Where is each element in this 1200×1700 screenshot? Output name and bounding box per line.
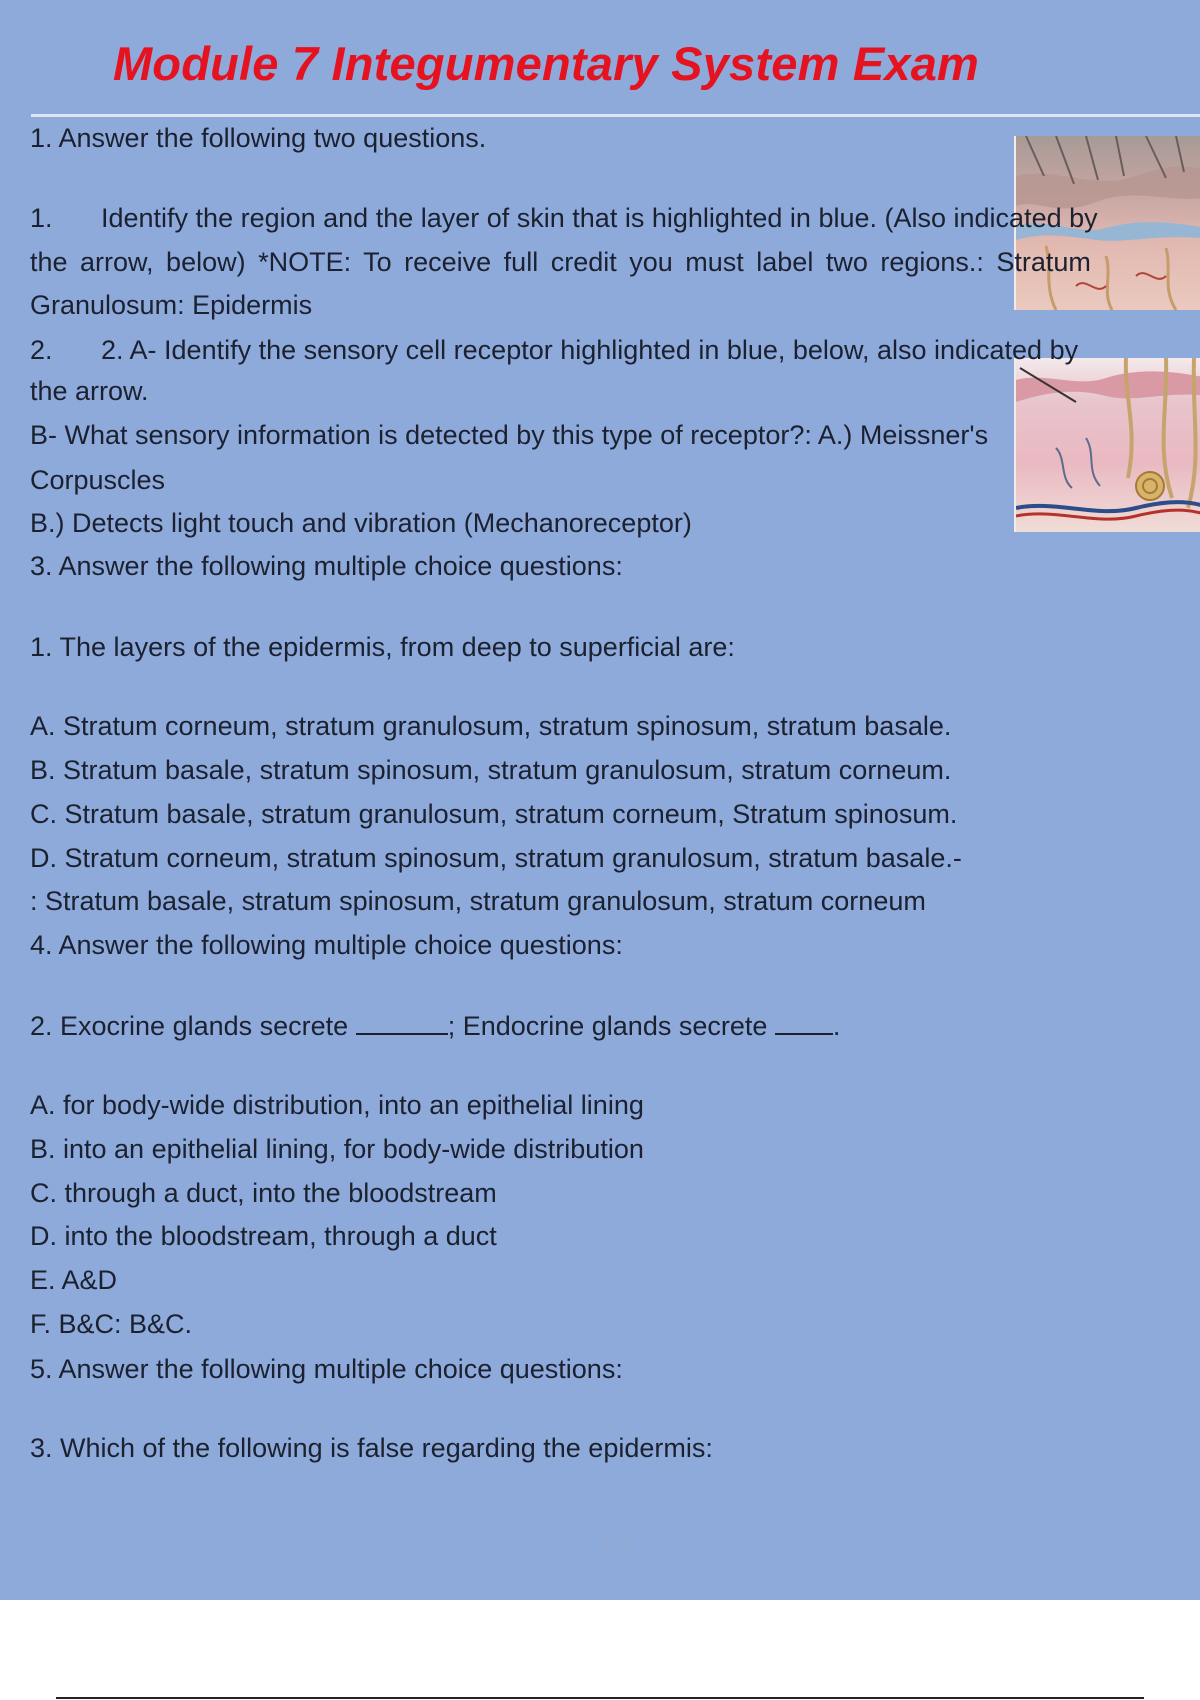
- question-text: .: [832, 1011, 841, 1041]
- answer-blank: [356, 1013, 448, 1035]
- option-a: A. for body-wide distribution, into an epithelial lining: [30, 1090, 644, 1120]
- section5-heading: 5. Answer the following multiple choice questions:: [30, 1354, 623, 1384]
- title-divider: [31, 114, 1200, 117]
- question-1-line-2: [30, 245, 1200, 279]
- question-2-part-b: B- What sensory information is detected by this type of receptor?: A.) Meissner's: [30, 420, 989, 450]
- question-text: ; Endocrine glands secrete: [447, 1011, 775, 1041]
- option-f: F. B&C: B&C.: [30, 1309, 193, 1339]
- section3-heading: 3. Answer the following multiple choice questions:: [30, 551, 623, 581]
- option-e: E. A&D: [30, 1265, 118, 1295]
- option-b: B. into an epithelial lining, for body-wide distribution: [30, 1134, 644, 1164]
- question-text: the arrow, below) *NOTE: To receive full credit you must label two regions.: Stratum: [30, 247, 1091, 277]
- question-number: 2.: [30, 335, 53, 365]
- section4-heading: 4. Answer the following multiple choice questions:: [30, 930, 623, 960]
- section5-question: 3. Which of the following is false regarding the epidermis:: [30, 1433, 713, 1463]
- question-2-line-2: the arrow.: [30, 376, 149, 406]
- page-number: 1 / 7: [603, 1538, 631, 1554]
- answer-1: Granulosum: Epidermis: [30, 290, 313, 320]
- section4-question: [30, 1009, 840, 1043]
- option-c: C. through a duct, into the bloodstream: [30, 1178, 497, 1208]
- option-d: D. Stratum corneum, stratum spinosum, stratum granulosum, stratum basale.-: [30, 843, 962, 873]
- option-a: A. Stratum corneum, stratum granulosum, stratum spinosum, stratum basale.: [30, 711, 952, 741]
- question-text: 2. A- Identify the sensory cell receptor highlighted in blue, below, also indicated by: [101, 335, 1079, 365]
- answer-2a: Corpuscles: [30, 465, 166, 495]
- page-title: Module 7 Integumentary System Exam: [112, 37, 980, 90]
- question-1: [30, 201, 1098, 235]
- question-text: 2. Exocrine glands secrete: [30, 1011, 356, 1041]
- option-c: C. Stratum basale, stratum granulosum, stratum corneum, Stratum spinosum.: [30, 799, 958, 829]
- option-d: D. into the bloodstream, through a duct: [30, 1221, 497, 1251]
- question-text: Identify the region and the layer of skin that is highlighted in blue. (Also indicated by: [101, 203, 1098, 233]
- section1-heading: 1. Answer the following two questions.: [30, 123, 487, 153]
- section3-answer: : Stratum basale, stratum spinosum, stratum granulosum, stratum corneum: [30, 886, 926, 916]
- question-2: [30, 333, 1078, 367]
- answer-2b: B.) Detects light touch and vibration (Mechanoreceptor): [30, 508, 692, 538]
- question-number: 1.: [30, 203, 53, 233]
- answer-blank: [775, 1013, 833, 1035]
- option-b: B. Stratum basale, stratum spinosum, stratum granulosum, stratum corneum.: [30, 755, 952, 785]
- meissner-corpuscle-figure: [1014, 358, 1200, 532]
- section3-question: 1. The layers of the epidermis, from deep to superficial are:: [30, 632, 735, 662]
- next-page-divider: [56, 1697, 1144, 1699]
